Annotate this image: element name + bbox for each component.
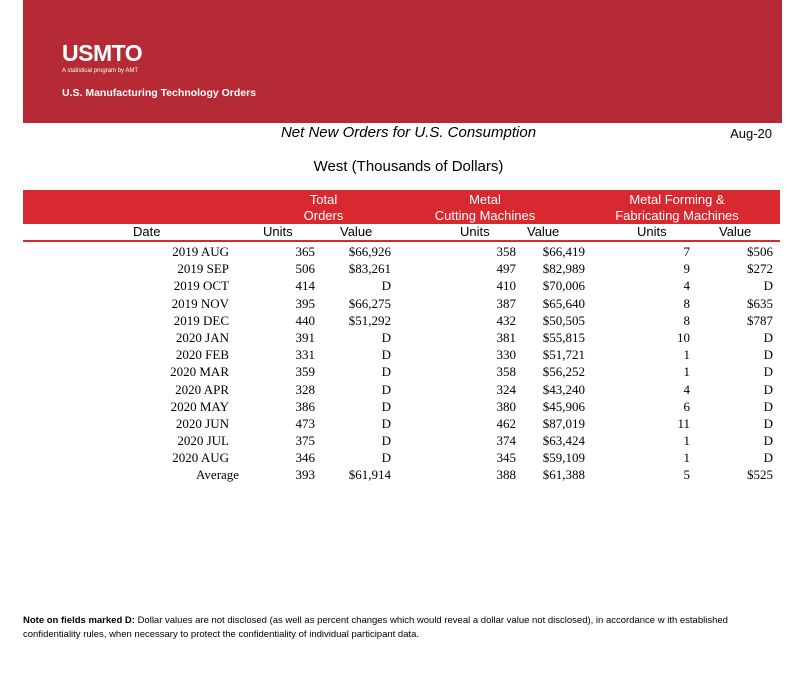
group-label-line2: Cutting Machines [434, 208, 536, 223]
table-row [0, 243, 800, 260]
cell-total-units: 440 [295, 312, 315, 328]
cell-date: 2020 APR [175, 381, 229, 397]
cell-cutting-value: $61,388 [542, 467, 585, 483]
cell-total-units: 386 [295, 398, 315, 414]
cell-total-units: 328 [295, 381, 315, 397]
group-label-line1: Total [309, 192, 338, 207]
cell-total-units: 375 [295, 433, 315, 449]
cell-forming-units: 5 [683, 467, 690, 483]
table-row [0, 449, 800, 466]
cell-cutting-value: $66,419 [542, 244, 585, 259]
cell-total-units: 331 [295, 347, 315, 363]
cell-total-value: D [381, 398, 391, 414]
cell-cutting-value: $82,989 [542, 261, 585, 277]
table-row-average [0, 466, 800, 483]
cell-total-units: 393 [295, 467, 315, 483]
cell-date: 2019 SEP [177, 261, 229, 277]
cell-cutting-units: 387 [496, 295, 516, 311]
cell-forming-value: $272 [747, 261, 773, 277]
col-total-units: Units [263, 224, 293, 239]
table-row [0, 277, 800, 294]
cell-total-value: $61,914 [348, 467, 391, 483]
cell-forming-units: 8 [683, 295, 690, 311]
group-metal-cutting [405, 192, 565, 224]
group-total-orders [256, 192, 391, 224]
cell-date: 2020 MAR [170, 364, 229, 380]
cell-cutting-units: 410 [496, 278, 516, 294]
cell-forming-units: 9 [683, 261, 690, 277]
region-title: West (Thousands of Dollars) [313, 158, 504, 175]
col-date: Date [133, 224, 161, 239]
cell-total-value: D [381, 433, 391, 449]
data-table-body [0, 243, 800, 484]
cell-average-label: Average [196, 467, 240, 483]
cell-cutting-value: $70,006 [542, 278, 585, 294]
cell-cutting-value: $56,252 [542, 364, 585, 380]
header-banner [23, 0, 782, 123]
cell-forming-value: D [763, 433, 773, 449]
cell-forming-value: D [763, 398, 773, 414]
col-forming-units: Units [637, 224, 667, 239]
cell-cutting-value: $55,815 [542, 329, 585, 345]
table-row [0, 312, 800, 329]
footnote [23, 614, 780, 642]
cell-forming-value: D [763, 450, 773, 466]
cell-forming-units: 11 [677, 415, 690, 431]
banner-title: U.S. Manufacturing Technology Orders [62, 87, 257, 99]
cell-cutting-value: $50,505 [542, 312, 585, 328]
table-row [0, 260, 800, 277]
cell-forming-value: D [763, 364, 773, 380]
cell-forming-value: $525 [747, 467, 773, 483]
group-label-line1: Metal [469, 192, 501, 207]
table-row [0, 381, 800, 398]
cell-cutting-units: 330 [496, 347, 516, 363]
cell-cutting-value: $63,424 [542, 433, 585, 449]
cell-forming-value: D [763, 329, 773, 345]
cell-forming-value: $506 [747, 244, 773, 259]
cell-forming-units: 1 [683, 364, 690, 380]
cell-date: 2020 JUN [175, 415, 229, 431]
cell-forming-units: 4 [683, 278, 690, 294]
cell-total-value: D [381, 347, 391, 363]
group-metal-forming [597, 192, 757, 224]
cell-date: 2019 AUG [172, 244, 229, 259]
table-row [0, 398, 800, 415]
cell-date: 2020 MAY [170, 398, 229, 414]
cell-cutting-units: 381 [496, 329, 516, 345]
table-row [0, 415, 800, 432]
col-total-value: Value [340, 224, 373, 239]
cell-total-units: 346 [295, 450, 315, 466]
cell-forming-value: $787 [747, 312, 773, 328]
footnote-label: Note on fields marked D: [23, 615, 135, 626]
cell-date: 2020 JAN [175, 329, 229, 345]
cell-cutting-value: $51,721 [542, 347, 585, 363]
cell-date: 2020 AUG [172, 450, 229, 466]
cell-total-value: $66,926 [348, 244, 391, 259]
cell-total-value: D [381, 278, 391, 294]
cell-forming-units: 4 [683, 381, 690, 397]
cell-forming-value: D [763, 415, 773, 431]
cell-forming-units: 8 [683, 312, 690, 328]
cell-total-units: 359 [295, 364, 315, 380]
usmto-logo: USMTO [62, 40, 143, 66]
col-forming-value: Value [719, 224, 752, 239]
cell-forming-units: 1 [683, 450, 690, 466]
table-row [0, 346, 800, 363]
cell-date: 2019 OCT [173, 278, 229, 294]
cell-total-units: 506 [295, 261, 315, 277]
cell-forming-units: 10 [677, 329, 690, 345]
cell-date: 2020 JUL [177, 433, 229, 449]
cell-cutting-units: 388 [496, 467, 516, 483]
cell-cutting-value: $87,019 [542, 415, 585, 431]
group-label-line2: Fabricating Machines [615, 208, 739, 223]
report-title: Net New Orders for U.S. Consumption [280, 124, 537, 141]
col-cutting-units: Units [460, 224, 490, 239]
cell-cutting-units: 324 [496, 381, 516, 397]
cell-date: 2020 FEB [175, 347, 229, 363]
table-row [0, 295, 800, 312]
cell-forming-units: 6 [683, 398, 690, 414]
report-date: Aug-20 [730, 126, 772, 141]
cell-total-value: D [381, 450, 391, 466]
cell-forming-value: $635 [747, 295, 773, 311]
cell-forming-units: 7 [683, 244, 690, 259]
cell-total-value: D [381, 364, 391, 380]
table-row [0, 432, 800, 449]
cell-total-value: D [381, 381, 391, 397]
cell-cutting-value: $43,240 [542, 381, 585, 397]
cell-cutting-units: 345 [496, 450, 516, 466]
group-label-line1: Metal Forming & [629, 192, 725, 207]
cell-cutting-value: $65,640 [542, 295, 585, 311]
table-row [0, 329, 800, 346]
footnote-text: Dollar values are not disclosed (as well as percent changes which would reveal a dollar value not disclosed), in accordance w ith established confidentiality rules, when necessary to protect the confidentiality of individual participant data. [23, 615, 728, 640]
cell-total-value: D [381, 415, 391, 431]
cell-forming-units: 1 [683, 347, 690, 363]
cell-date: 2019 NOV [171, 295, 229, 311]
header-rule [23, 240, 780, 242]
cell-cutting-units: 462 [496, 415, 516, 431]
cell-total-units: 473 [295, 415, 315, 431]
cell-forming-value: D [763, 381, 773, 397]
logo-tagline: A statistical program by AMT [62, 68, 139, 74]
cell-forming-value: D [763, 347, 773, 363]
cell-forming-value: D [763, 278, 773, 294]
cell-total-value: D [381, 329, 391, 345]
cell-cutting-units: 358 [496, 244, 516, 259]
cell-cutting-units: 374 [496, 433, 516, 449]
cell-cutting-value: $59,109 [542, 450, 585, 466]
group-label-line2: Orders [303, 208, 344, 223]
cell-date: 2019 DEC [173, 312, 229, 328]
col-cutting-value: Value [527, 224, 560, 239]
cell-cutting-units: 358 [496, 364, 516, 380]
cell-total-units: 365 [295, 244, 315, 259]
cell-total-value: $66,275 [348, 295, 391, 311]
cell-total-units: 414 [295, 278, 315, 294]
table-row [0, 363, 800, 380]
cell-cutting-units: 432 [496, 312, 516, 328]
cell-forming-units: 1 [683, 433, 690, 449]
cell-total-units: 391 [295, 329, 315, 345]
cell-total-value: $83,261 [348, 261, 391, 277]
cell-cutting-units: 497 [496, 261, 516, 277]
cell-cutting-units: 380 [496, 398, 516, 414]
cell-cutting-value: $45,906 [542, 398, 585, 414]
cell-total-value: $51,292 [348, 312, 391, 328]
cell-total-units: 395 [295, 295, 315, 311]
